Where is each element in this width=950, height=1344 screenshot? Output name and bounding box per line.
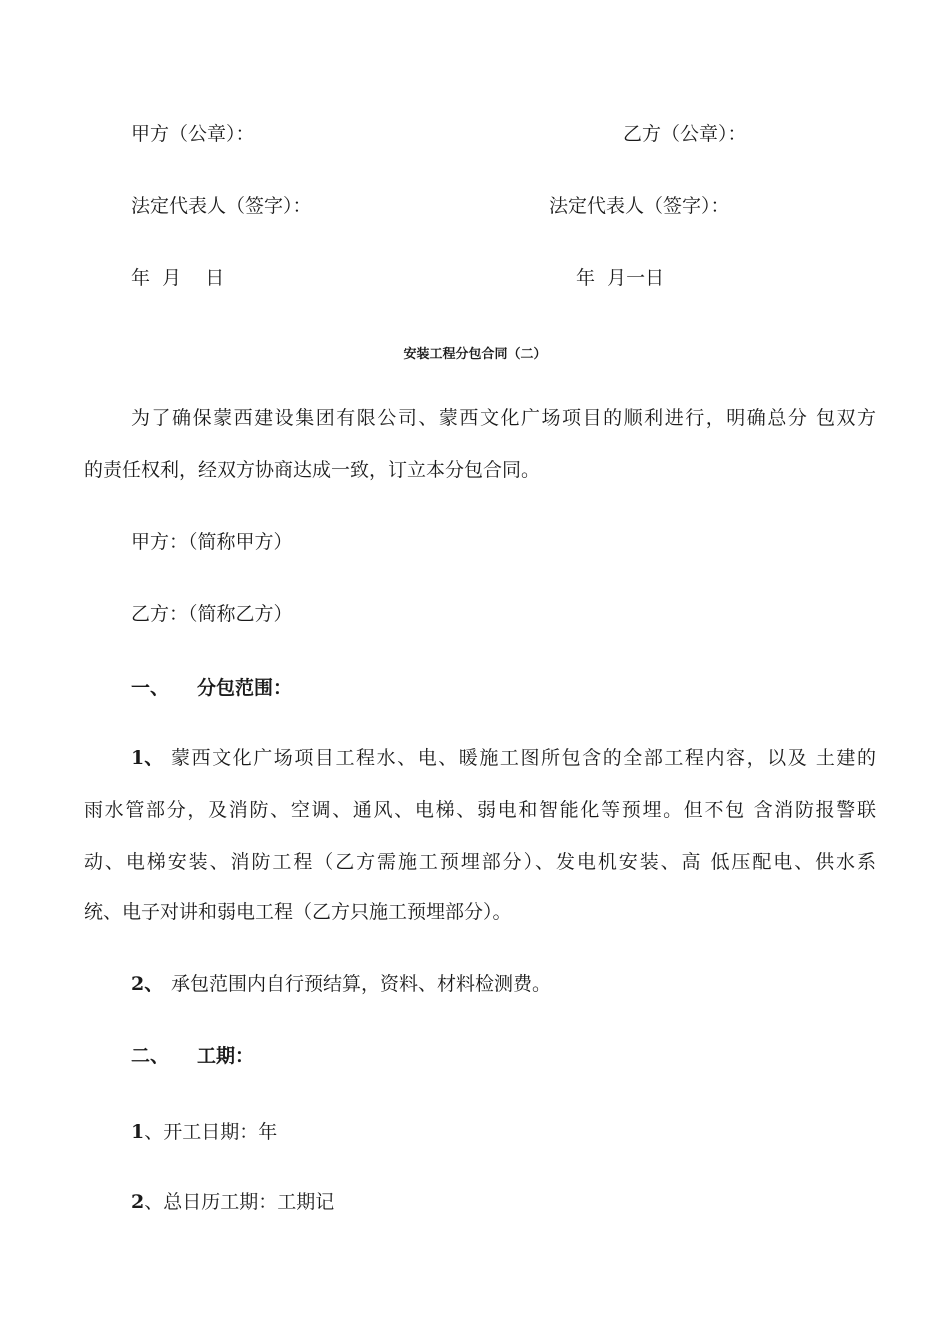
document-title: 安装工程分包合同（二） bbox=[403, 347, 547, 362]
intro-line-2: 的责任权利，经双方协商达成一致，订立本分包合同。 bbox=[84, 459, 541, 481]
party-b-label: 乙方：（简称乙方） bbox=[131, 603, 293, 625]
section-2-item-1 bbox=[131, 1120, 277, 1144]
intro-line-1: 为了确保蒙西建设集团有限公司、蒙西文化广场项目的顺利进行，明确总分 包双方 bbox=[131, 407, 876, 429]
section-1-item-1-line-4: 统、电子对讲和弱电工程（乙方只施工预埋部分）。 bbox=[84, 901, 512, 923]
section-2-item-2-text: 、总日历工期：工期记 bbox=[144, 1191, 335, 1213]
party-a-seal: 甲方（公章）： bbox=[131, 123, 255, 145]
section-1-number: 一、 bbox=[131, 677, 170, 699]
section-1-item-1-number: 1、 bbox=[131, 747, 164, 769]
section-1-item-2-text: 承包范围内自行预结算，资料、材料检测费。 bbox=[171, 973, 552, 995]
section-2-heading: 工期： bbox=[197, 1045, 255, 1067]
section-1-heading: 分包范围： bbox=[197, 677, 293, 699]
party-b-date: 年 月一日 bbox=[576, 267, 665, 289]
section-2-item-1-text: 、开工日期：年 bbox=[144, 1121, 278, 1143]
party-a-label: 甲方：（简称甲方） bbox=[131, 531, 293, 553]
section-2-item-2 bbox=[131, 1190, 334, 1214]
section-1-item-1-line-1: 蒙西文化广场项目工程水、电、暖施工图所包含的全部工程内容，以及 土建的 bbox=[171, 747, 876, 769]
section-1-item-1-line-2: 雨水管部分，及消防、空调、通风、电梯、弱电和智能化等预埋。但不包 含消防报警联 bbox=[84, 799, 876, 821]
party-a-representative: 法定代表人（签字）： bbox=[131, 195, 312, 217]
party-a-date: 年 月 日 bbox=[131, 267, 225, 289]
section-2-number: 二、 bbox=[131, 1045, 170, 1067]
section-1-item-1-line-3: 动、电梯安装、消防工程（乙方需施工预埋部分）、发电机安装、高 低压配电、供水系 bbox=[84, 851, 876, 873]
section-1-item-2-number: 2、 bbox=[131, 973, 164, 995]
party-b-seal: 乙方（公章）： bbox=[623, 123, 747, 145]
section-2-item-1-number: 1 bbox=[131, 1121, 145, 1143]
party-b-representative: 法定代表人（签字）： bbox=[549, 195, 730, 217]
section-2-item-2-number: 2 bbox=[131, 1191, 145, 1213]
